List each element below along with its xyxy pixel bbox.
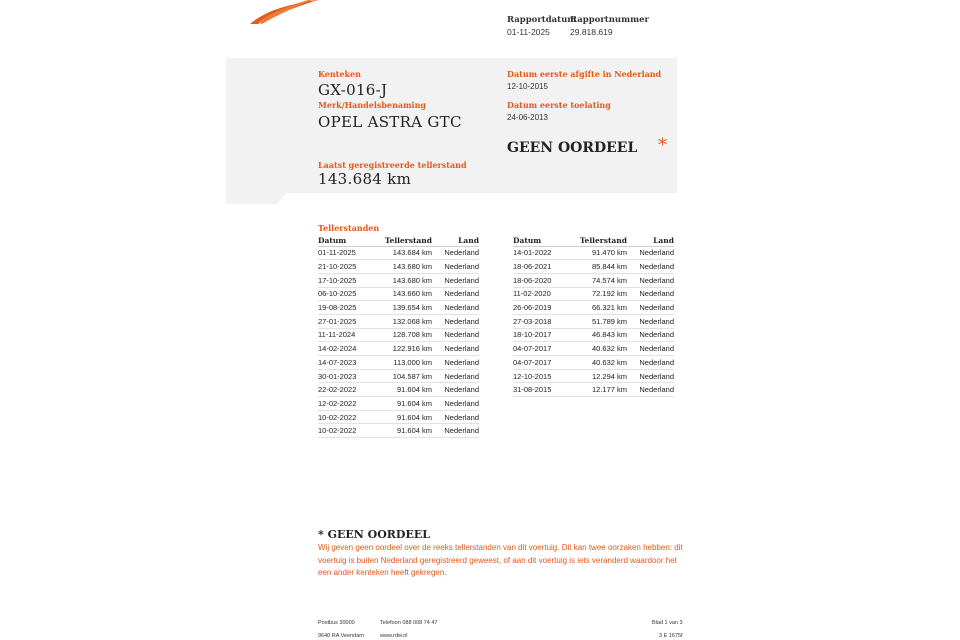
- cell-datum: 04-07-2017: [513, 342, 573, 356]
- cell-km: 74.574 km: [573, 273, 627, 287]
- table-row: [318, 356, 479, 370]
- merk-value: OPEL ASTRA GTC: [318, 113, 462, 131]
- cell-km: 91.604 km: [378, 410, 432, 424]
- cell-land: Nederland: [627, 314, 674, 328]
- oordeel-status: GEEN OORDEEL: [507, 140, 638, 156]
- cell-km: 128.708 km: [378, 328, 432, 342]
- cell-km: 143.680 km: [378, 273, 432, 287]
- cell-land: Nederland: [627, 328, 674, 342]
- cell-km: 40.632 km: [573, 342, 627, 356]
- kenteken-label: Kenteken: [318, 69, 361, 79]
- cell-land: Nederland: [432, 287, 479, 301]
- table-row: [513, 301, 674, 315]
- cell-land: Nederland: [627, 369, 674, 383]
- cell-land: Nederland: [432, 273, 479, 287]
- table-row: [513, 314, 674, 328]
- cell-land: Nederland: [432, 383, 479, 397]
- cell-land: Nederland: [627, 260, 674, 274]
- table-row: [318, 301, 479, 315]
- cell-datum: 10-02-2022: [318, 410, 378, 424]
- tellerstanden-title: Tellerstanden: [318, 223, 380, 233]
- cell-datum: 26-06-2019: [513, 301, 573, 315]
- cell-land: Nederland: [432, 342, 479, 356]
- col-datum: Datum: [318, 235, 378, 246]
- cell-km: 143.684 km: [378, 246, 432, 260]
- cell-km: 12.177 km: [573, 383, 627, 397]
- afgifte-label: Datum eerste afgifte in Nederland: [507, 69, 662, 79]
- cell-km: 113.000 km: [378, 356, 432, 370]
- table-row: [513, 273, 674, 287]
- cell-land: Nederland: [432, 397, 479, 411]
- table-row: [318, 287, 479, 301]
- cell-km: 104.587 km: [378, 369, 432, 383]
- cell-datum: 14-07-2023: [318, 356, 378, 370]
- rdw-logo: [248, 0, 318, 26]
- table-row: [513, 287, 674, 301]
- cell-datum: 14-02-2024: [318, 342, 378, 356]
- toelating-value: 24-06-2013: [507, 113, 548, 122]
- cell-land: Nederland: [432, 301, 479, 315]
- laatst-value: 143.684 km: [318, 170, 412, 188]
- cell-km: 132.068 km: [378, 314, 432, 328]
- panel-tail: [226, 193, 286, 204]
- toelating-label: Datum eerste toelating: [507, 100, 611, 110]
- cell-km: 40.632 km: [573, 356, 627, 370]
- footer-postbus: Postbus 30000: [318, 620, 355, 626]
- cell-land: Nederland: [627, 383, 674, 397]
- cell-land: Nederland: [432, 260, 479, 274]
- col-tellerstand: Tellerstand: [573, 235, 627, 246]
- cell-datum: 22-02-2022: [318, 383, 378, 397]
- cell-land: Nederland: [432, 424, 479, 438]
- cell-km: 122.916 km: [378, 342, 432, 356]
- table-row: [513, 246, 674, 260]
- table-row: [318, 273, 479, 287]
- table-row: [318, 369, 479, 383]
- rapportdatum-label: Rapportdatum: [507, 15, 577, 25]
- cell-datum: 18-06-2021: [513, 260, 573, 274]
- footnote-text: Wij geven geen oordeel over de reeks tellerstanden van dit voertuig. Dit kan twee oorzaken hebben: dit voertuig is buiten Nederland geregistreerd geweest, of aan dit voertuig is iets veranderd waardoor het een ander kenteken heeft gekregen.: [318, 543, 683, 577]
- cell-datum: 27-01-2025: [318, 314, 378, 328]
- cell-land: Nederland: [627, 246, 674, 260]
- cell-land: Nederland: [627, 342, 674, 356]
- footer-code: 3 E 1675f: [659, 633, 683, 639]
- table-row: [513, 356, 674, 370]
- table-row: [513, 342, 674, 356]
- cell-datum: 12-10-2015: [513, 369, 573, 383]
- tellerstanden-table-right: [513, 235, 674, 397]
- cell-km: 66.321 km: [573, 301, 627, 315]
- cell-km: 51.789 km: [573, 314, 627, 328]
- cell-datum: 27-03-2018: [513, 314, 573, 328]
- table-row: [513, 328, 674, 342]
- table-header-row: [318, 235, 479, 246]
- table-row: [318, 328, 479, 342]
- table-row: [513, 383, 674, 397]
- cell-km: 85.844 km: [573, 260, 627, 274]
- cell-datum: 12-02-2022: [318, 397, 378, 411]
- cell-km: 91.604 km: [378, 424, 432, 438]
- table-row: [318, 342, 479, 356]
- cell-datum: 01-11-2025: [318, 246, 378, 260]
- cell-datum: 11-11-2024: [318, 328, 378, 342]
- footnote-title: * GEEN OORDEEL: [318, 528, 430, 541]
- cell-datum: 10-02-2022: [318, 424, 378, 438]
- cell-km: 12.294 km: [573, 369, 627, 383]
- rapportnummer-value: 29.818.619: [570, 27, 613, 37]
- cell-land: Nederland: [432, 314, 479, 328]
- table-header-row: [513, 235, 674, 246]
- laatst-label: Laatst geregistreerde tellerstand: [318, 160, 467, 170]
- cell-land: Nederland: [432, 246, 479, 260]
- cell-land: Nederland: [432, 410, 479, 424]
- table-row: [318, 314, 479, 328]
- cell-km: 72.192 km: [573, 287, 627, 301]
- cell-datum: 21-10-2025: [318, 260, 378, 274]
- cell-land: Nederland: [627, 356, 674, 370]
- cell-km: 143.660 km: [378, 287, 432, 301]
- table-row: [318, 246, 479, 260]
- cell-land: Nederland: [432, 369, 479, 383]
- table-row: [318, 383, 479, 397]
- col-land: Land: [627, 235, 674, 246]
- tellerstanden-table-left: [318, 235, 479, 438]
- cell-datum: 11-02-2020: [513, 287, 573, 301]
- rapportdatum-value: 01-11-2025: [507, 27, 550, 37]
- table-row: [318, 260, 479, 274]
- footer-website[interactable]: www.rdw.nl: [380, 633, 408, 639]
- footer-blad: Blad 1 van 3: [652, 620, 683, 626]
- footer-address: 9640 RA Veendam: [318, 633, 364, 639]
- cell-land: Nederland: [627, 301, 674, 315]
- cell-km: 143.680 km: [378, 260, 432, 274]
- table-row: [318, 410, 479, 424]
- cell-land: Nederland: [627, 273, 674, 287]
- cell-land: Nederland: [432, 328, 479, 342]
- cell-km: 139.654 km: [378, 301, 432, 315]
- cell-km: 91.604 km: [378, 397, 432, 411]
- table-row: [513, 260, 674, 274]
- cell-km: 46.843 km: [573, 328, 627, 342]
- table-row: [318, 424, 479, 438]
- cell-datum: 18-06-2020: [513, 273, 573, 287]
- col-datum: Datum: [513, 235, 573, 246]
- cell-datum: 14-01-2022: [513, 246, 573, 260]
- cell-land: Nederland: [432, 356, 479, 370]
- footer-telefoon: Telefoon 088 008 74 47: [380, 620, 438, 626]
- cell-km: 91.470 km: [573, 246, 627, 260]
- cell-datum: 19-08-2025: [318, 301, 378, 315]
- cell-datum: 06-10-2025: [318, 287, 378, 301]
- cell-datum: 04-07-2017: [513, 356, 573, 370]
- merk-label: Merk/Handelsbenaming: [318, 100, 427, 110]
- rapportnummer-label: Rapportnummer: [570, 15, 649, 25]
- cell-km: 91.604 km: [378, 383, 432, 397]
- cell-datum: 18-10-2017: [513, 328, 573, 342]
- cell-datum: 30-01-2023: [318, 369, 378, 383]
- cell-land: Nederland: [627, 287, 674, 301]
- kenteken-value: GX-016-J: [318, 81, 388, 99]
- table-row: [318, 397, 479, 411]
- afgifte-value: 12-10-2015: [507, 82, 548, 91]
- col-tellerstand: Tellerstand: [378, 235, 432, 246]
- cell-datum: 17-10-2025: [318, 273, 378, 287]
- oordeel-asterisk: *: [658, 135, 667, 156]
- cell-datum: 31-08-2015: [513, 383, 573, 397]
- col-land: Land: [432, 235, 479, 246]
- table-row: [513, 369, 674, 383]
